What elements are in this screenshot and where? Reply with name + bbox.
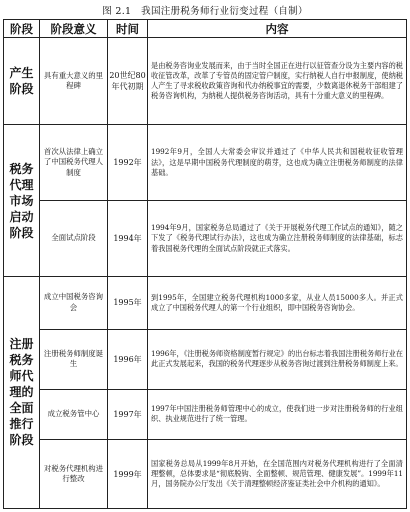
meaning-cell: 全面试点阶段	[40, 201, 108, 277]
content-cell: 1996年，《注册税务师资格制度暂行规定》的出台标志着我国注册税务师行业在此正式发展起来，我国的税务代理逐步从税务咨询过渡到注册税务师制度上来。	[148, 329, 407, 389]
figure-caption: 图 2.1 我国注册税务师行业衍变过程（自制）	[102, 6, 308, 17]
table-row	[4, 440, 407, 509]
evolution-table	[3, 19, 407, 509]
table-row	[4, 201, 407, 277]
meaning-cell: 对税务代理机构进行整改	[40, 440, 108, 509]
meaning-cell: 具有重大意义的里程碑	[40, 38, 108, 125]
stage-cell: 注册税务师代理的全面推行阶段	[4, 276, 40, 508]
content-cell: 是由税务咨询业发展而来，由于当时全国正在进行以征管查分设为主要内容的税收征管改革，改革了专管员的固定管户制度，实行纳税人自行申报制度，使纳税人产生了寻求税收政策咨询和代办纳税事宜的需要，少数离退休税务干部组建了税务咨询机构，为纳税人提供税务咨询活动，具有十分重大意义的里程碑。	[148, 38, 407, 125]
stage-cell: 税务代理市场启动阶段	[4, 125, 40, 277]
content-cell: 国家税务总局从1999年8月开始，在全国范围内对税务代理机构进行了全面清理整顿，总体要求是“彻底脱钩、全面整顿、规范管理、健康发展”。1999年11月，国务院办公厅发出《关于清理整顿经济鉴证类社会中介机构的通知》。	[148, 440, 407, 509]
time-cell: 1994年	[108, 201, 148, 277]
meaning-cell: 注册税务师制度诞生	[40, 329, 108, 389]
time-cell: 20世纪80年代初期	[108, 38, 148, 125]
table-row	[4, 38, 407, 125]
time-cell: 1999年	[108, 440, 148, 509]
table-row	[4, 276, 407, 329]
meaning-cell: 成立税务管中心	[40, 389, 108, 440]
time-cell: 1992年	[108, 125, 148, 201]
content-cell: 1994年9月，国家税务总局通过了《关于开展税务代理工作试点的通知》，随之下发了《税务代理试行办法》，这也成为确立注册税务师制度的法律基础，标志着我国税务代理的全面试点阶段就正式落实。	[148, 201, 407, 277]
header-content: 内容	[148, 20, 407, 38]
header-time: 时间	[108, 20, 148, 38]
content-cell: 1992年9月，全国人大常委会审议并通过了《中华人民共和国税收征收管理法》，这是早期中国税务代理制度的萌芽，这也成为确立注册税务师制度的法律基础。	[148, 125, 407, 201]
time-cell: 1996年	[108, 329, 148, 389]
header-meaning: 阶段意义	[40, 20, 108, 38]
table-row	[4, 125, 407, 201]
header-row	[4, 20, 407, 38]
evolution-table-wrapper	[3, 19, 407, 509]
meaning-cell: 成立中国税务咨询会	[40, 276, 108, 329]
table-row	[4, 329, 407, 389]
stage-cell: 产生阶段	[4, 38, 40, 125]
header-stage: 阶段	[4, 20, 40, 38]
meaning-cell: 首次从法律上确立了中国税务代理人制度	[40, 125, 108, 201]
content-cell: 1997年中国注册税务师管理中心的成立，使我们进一步对注册税务师的行业组织、执业规范进行了统一管理。	[148, 389, 407, 440]
content-cell: 到1995年，全国建立税务代理机构1000多家，从业人员15000多人。并正式成立了中国税务代理人的第一个行业组织，即中国税务咨询协会。	[148, 276, 407, 329]
time-cell: 1997年	[108, 389, 148, 440]
table-row	[4, 389, 407, 440]
time-cell: 1995年	[108, 276, 148, 329]
